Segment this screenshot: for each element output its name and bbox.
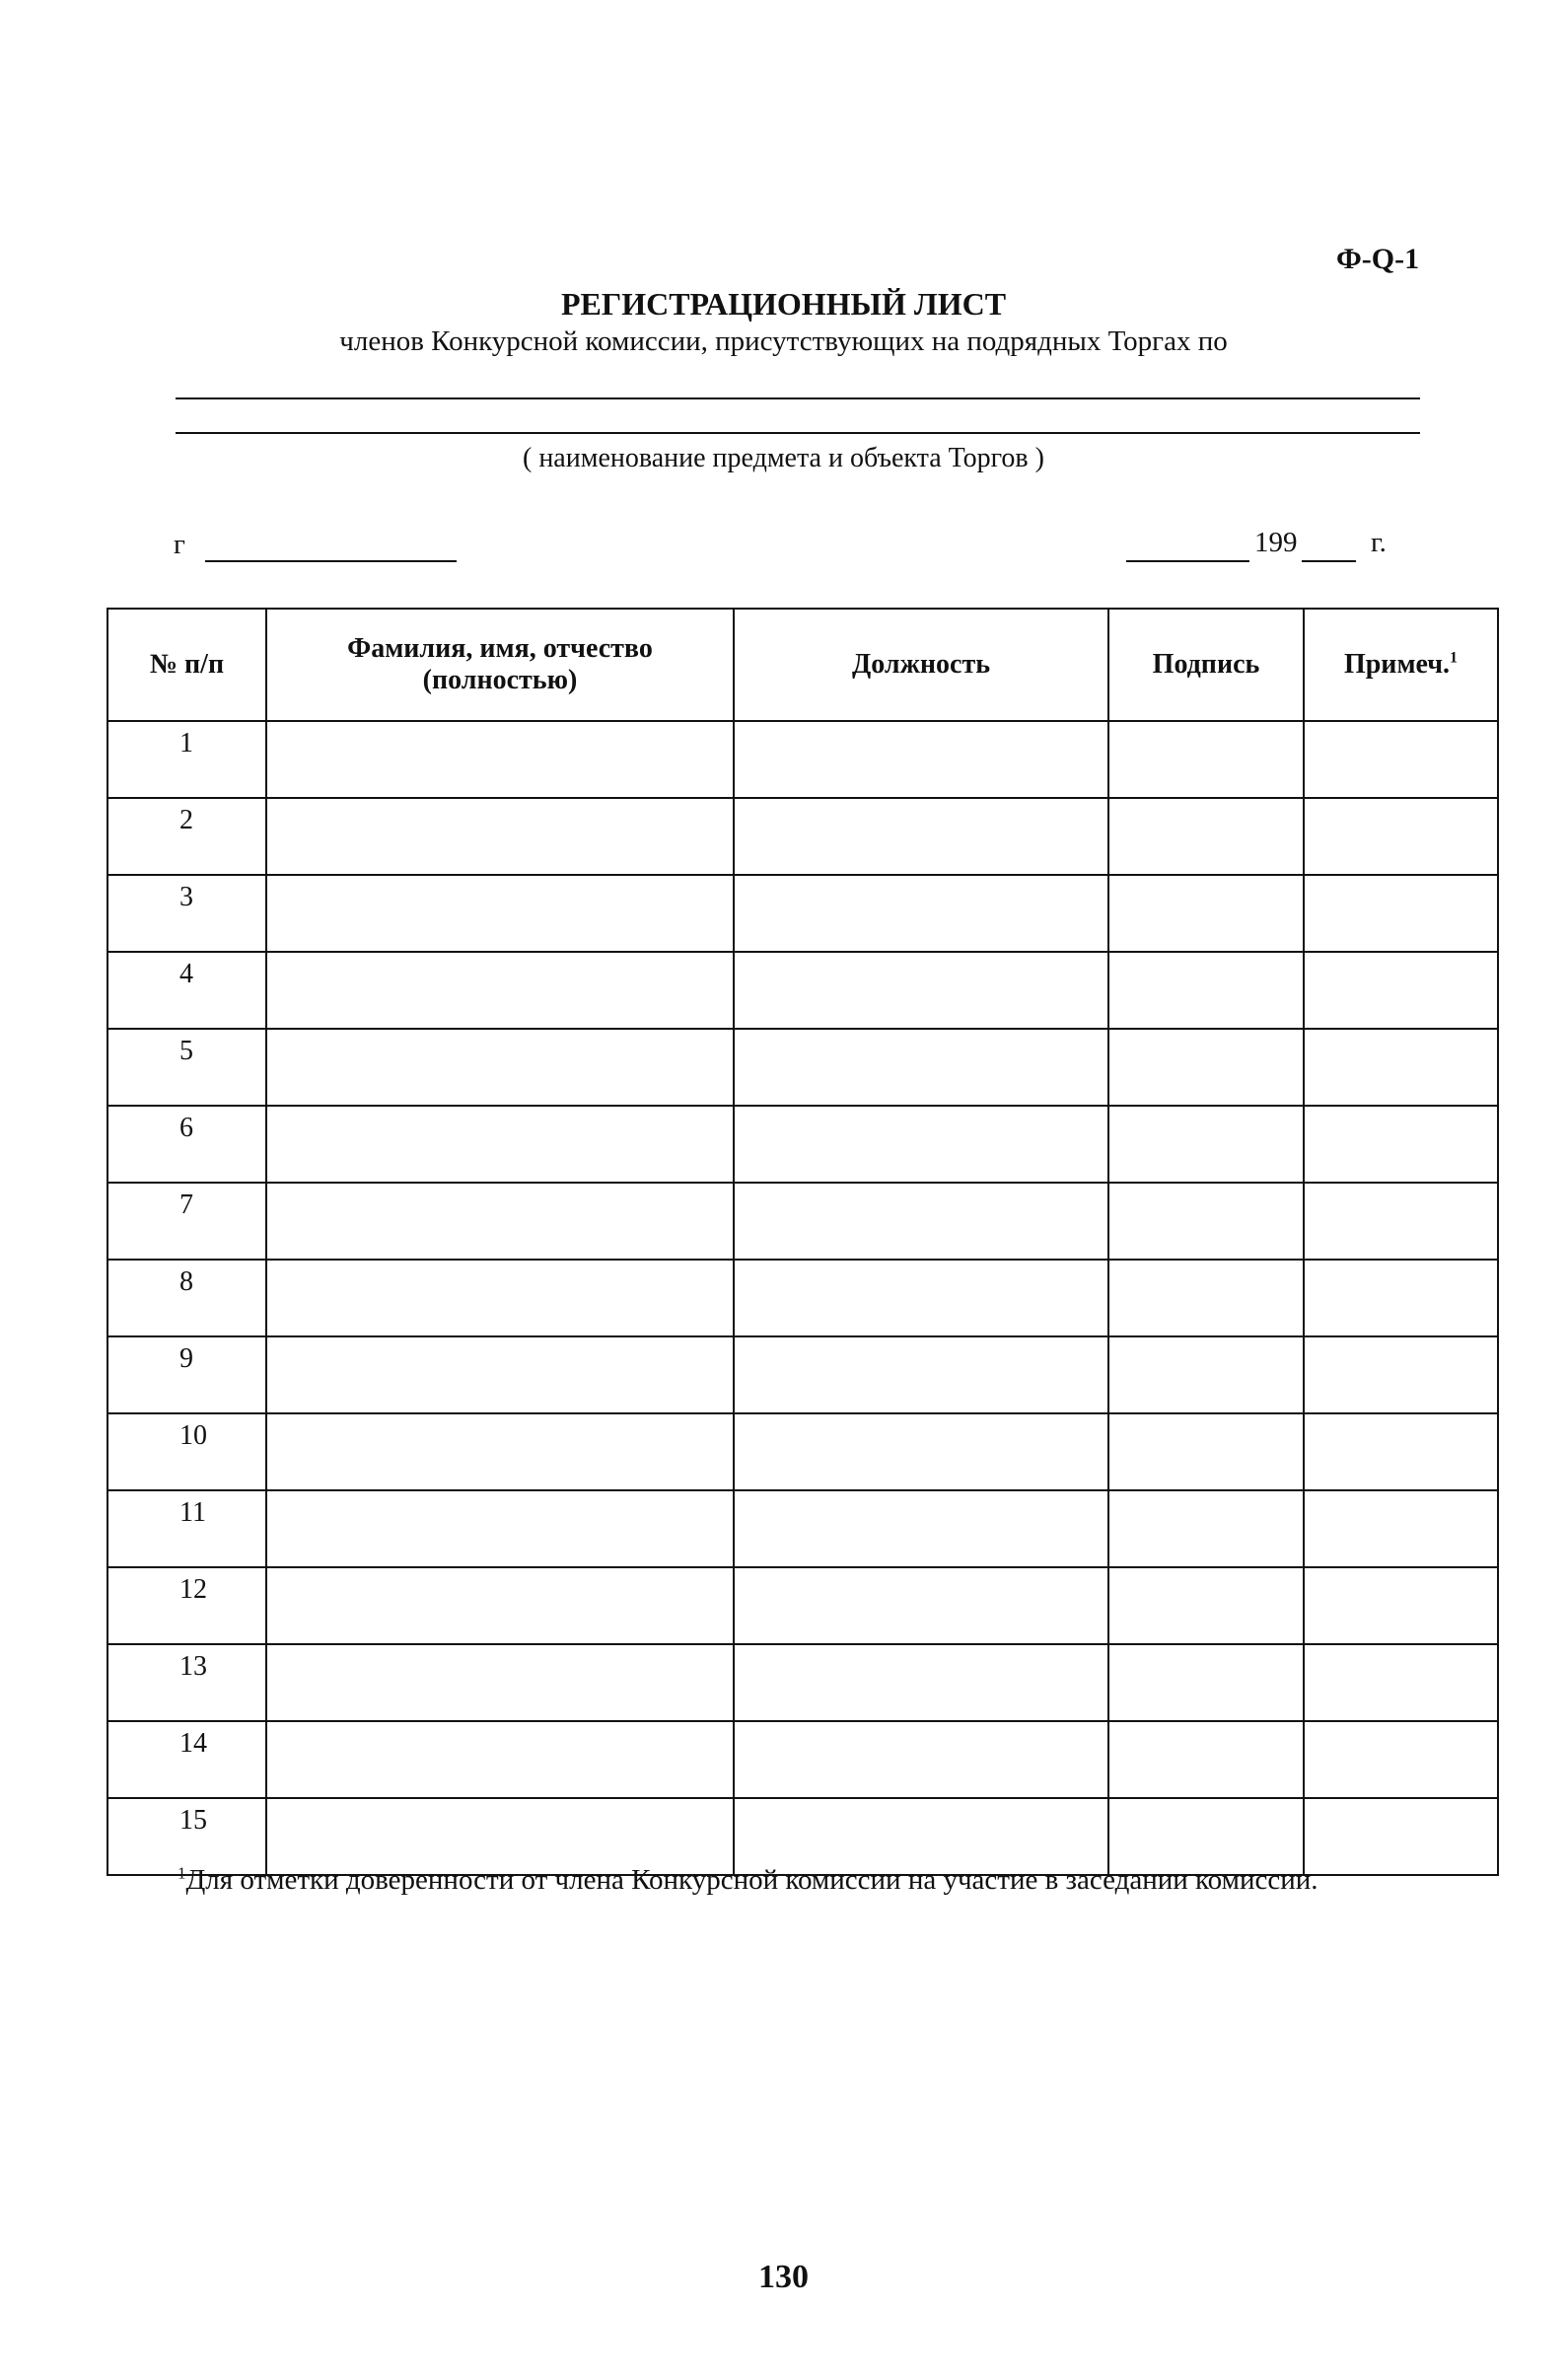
table-row — [107, 1490, 1498, 1567]
signature-cell[interactable] — [1108, 1567, 1304, 1644]
signature-cell[interactable] — [1108, 875, 1304, 952]
blank-line-1[interactable] — [176, 397, 1420, 399]
row-number: 3 — [107, 875, 266, 952]
table-row — [107, 1721, 1498, 1798]
year-suffix: г. — [1371, 527, 1387, 558]
full-name-cell[interactable] — [266, 1336, 734, 1413]
table-row — [107, 952, 1498, 1029]
row-number: 6 — [107, 1106, 266, 1183]
full-name-cell[interactable] — [266, 952, 734, 1029]
row-number: 14 — [107, 1721, 266, 1798]
row-number: 4 — [107, 952, 266, 1029]
signature-cell[interactable] — [1108, 1029, 1304, 1106]
signature-cell[interactable] — [1108, 721, 1304, 798]
position-cell[interactable] — [734, 952, 1108, 1029]
full-name-cell[interactable] — [266, 721, 734, 798]
signature-cell[interactable] — [1108, 1106, 1304, 1183]
table-row — [107, 1567, 1498, 1644]
note-cell[interactable] — [1304, 952, 1498, 1029]
year-prefix: 199 — [1254, 527, 1298, 558]
position-cell[interactable] — [734, 1106, 1108, 1183]
full-name-cell[interactable] — [266, 1413, 734, 1490]
table-row — [107, 1336, 1498, 1413]
registration-table — [107, 608, 1499, 1876]
note-cell[interactable] — [1304, 1413, 1498, 1490]
note-cell[interactable] — [1304, 1567, 1498, 1644]
row-number: 7 — [107, 1183, 266, 1260]
table-row — [107, 1029, 1498, 1106]
position-cell[interactable] — [734, 1260, 1108, 1336]
full-name-cell[interactable] — [266, 1029, 734, 1106]
signature-cell[interactable] — [1108, 1413, 1304, 1490]
full-name-cell[interactable] — [266, 1183, 734, 1260]
table-row — [107, 1644, 1498, 1721]
blank-line-2[interactable] — [176, 432, 1420, 434]
note-cell[interactable] — [1304, 1644, 1498, 1721]
row-number: 1 — [107, 721, 266, 798]
row-number: 12 — [107, 1567, 266, 1644]
full-name-cell[interactable] — [266, 1260, 734, 1336]
note-cell[interactable] — [1304, 798, 1498, 875]
note-cell[interactable] — [1304, 875, 1498, 952]
signature-cell[interactable] — [1108, 1644, 1304, 1721]
row-number: 2 — [107, 798, 266, 875]
row-number: 13 — [107, 1644, 266, 1721]
note-cell[interactable] — [1304, 1106, 1498, 1183]
position-cell[interactable] — [734, 1567, 1108, 1644]
row-number: 15 — [107, 1798, 266, 1875]
column-header-signature: Подпись — [1108, 609, 1304, 721]
position-cell[interactable] — [734, 721, 1108, 798]
note-cell[interactable] — [1304, 1260, 1498, 1336]
footnote-marker: 1 — [178, 1863, 186, 1883]
form-code: Ф-Q-1 — [1336, 243, 1420, 275]
table-row — [107, 1183, 1498, 1260]
full-name-cell[interactable] — [266, 1106, 734, 1183]
position-cell[interactable] — [734, 1644, 1108, 1721]
table-row — [107, 875, 1498, 952]
page-number: 130 — [758, 2259, 809, 2295]
table-row — [107, 1413, 1498, 1490]
column-header-number: № п/п — [107, 609, 266, 721]
document-title: РЕГИСТРАЦИОННЫЙ ЛИСТ — [560, 286, 1007, 322]
note-cell[interactable] — [1304, 1721, 1498, 1798]
full-name-cell[interactable] — [266, 875, 734, 952]
row-number: 10 — [107, 1413, 266, 1490]
footnote-text: Для отметки доверенности от члена Конкурсной комиссии на участие в заседании комиссии. — [185, 1864, 1318, 1896]
signature-cell[interactable] — [1108, 1336, 1304, 1413]
table-row — [107, 1106, 1498, 1183]
column-header-note: Примеч.$^1$ — [1304, 609, 1498, 721]
document-subtitle: членов Конкурсной комиссии, присутствующих на подрядных Торгах по — [339, 325, 1228, 357]
note-cell[interactable] — [1304, 1336, 1498, 1413]
blank-line-caption: ( наименование предмета и объекта Торгов ) — [523, 443, 1044, 473]
position-cell[interactable] — [734, 1413, 1108, 1490]
position-cell[interactable] — [734, 1490, 1108, 1567]
position-cell[interactable] — [734, 875, 1108, 952]
position-cell[interactable] — [734, 1336, 1108, 1413]
note-cell[interactable] — [1304, 721, 1498, 798]
row-number: 9 — [107, 1336, 266, 1413]
full-name-cell[interactable] — [266, 1567, 734, 1644]
signature-cell[interactable] — [1108, 952, 1304, 1029]
full-name-cell[interactable] — [266, 1721, 734, 1798]
signature-cell[interactable] — [1108, 1183, 1304, 1260]
place-blank[interactable] — [205, 560, 457, 562]
note-cell[interactable] — [1304, 1490, 1498, 1567]
signature-cell[interactable] — [1108, 1260, 1304, 1336]
full-name-cell[interactable] — [266, 1490, 734, 1567]
footnote — [178, 1862, 1390, 1898]
table-header-row — [107, 609, 1498, 721]
note-cell[interactable] — [1304, 1029, 1498, 1106]
row-number: 8 — [107, 1260, 266, 1336]
full-name-cell[interactable] — [266, 1644, 734, 1721]
column-header-position: Должность — [734, 609, 1108, 721]
position-cell[interactable] — [734, 1183, 1108, 1260]
signature-cell[interactable] — [1108, 1490, 1304, 1567]
table-row — [107, 1260, 1498, 1336]
table-row — [107, 798, 1498, 875]
position-cell[interactable] — [734, 1029, 1108, 1106]
place-label: г — [174, 529, 185, 560]
row-number: 5 — [107, 1029, 266, 1106]
signature-cell[interactable] — [1108, 1721, 1304, 1798]
day-month-blank[interactable] — [1126, 560, 1249, 562]
year-blank[interactable] — [1302, 560, 1356, 562]
note-footnote-marker: 1 — [1450, 649, 1459, 667]
position-cell[interactable] — [734, 1721, 1108, 1798]
table-row — [107, 721, 1498, 798]
full-name-cell[interactable] — [266, 798, 734, 875]
position-cell[interactable] — [734, 798, 1108, 875]
signature-cell[interactable] — [1108, 798, 1304, 875]
column-header-full-name: Фамилия, имя, отчество (полностью) — [266, 609, 734, 721]
note-cell[interactable] — [1304, 1183, 1498, 1260]
row-number: 11 — [107, 1490, 266, 1567]
